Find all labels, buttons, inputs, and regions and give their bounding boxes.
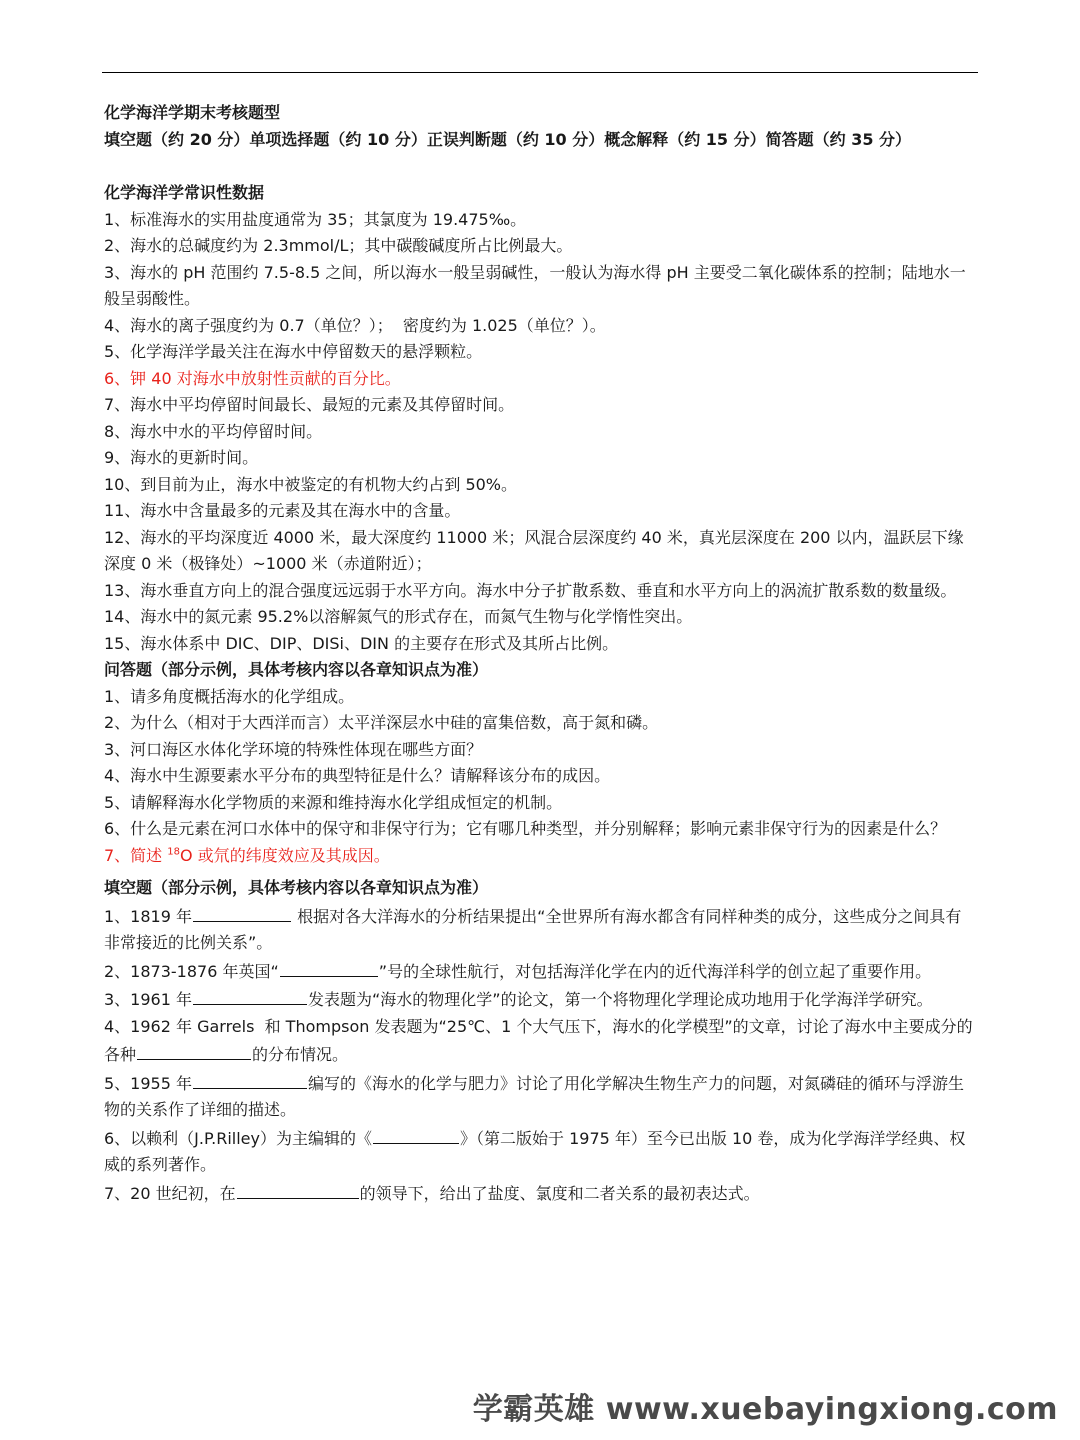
list-item: 12、海水的平均深度近 4000 米，最大深度约 11000 米；风混合层深度约 40 米，真光层深度在 200 以内，温跃层下缘深度 0 米（极锋处）~1000 米（赤道附近）； (104, 527, 964, 573)
answer-blank (237, 1179, 359, 1199)
list-item: 9、海水的更新时间。 (104, 448, 259, 467)
answer-blank (137, 1040, 251, 1060)
site-watermark: 学霸英雄 www.xuebayingxiong.com (472, 1392, 1058, 1427)
answer-blank (193, 1069, 307, 1089)
list-item: 3、河口海区水体化学环境的特殊性体现在哪些方面？ (104, 739, 483, 759)
document-title: 化学海洋学期末考核题型 (104, 103, 281, 122)
list-item-highlighted: 6、钾 40 对海水中放射性贡献的百分比。 (104, 368, 401, 388)
list-item: 4、海水的离子强度约为 0.7（单位？）； 密度约为 1.025（单位？）。 (104, 315, 606, 335)
list-item: 2、为什么（相对于大西洋而言）太平洋深层水中硅的富集倍数，高于氮和磷。 (104, 713, 659, 732)
fill-blank-item: 5、1955 年 编写的《海水的化学与肥力》讨论了用化学解决生物生产力的问题，对氮磷硅的循环与浮游生物的关系作了详细的描述。 (104, 1069, 974, 1124)
list-item: 15、海水体系中 DIC、DIP、DISi、DIN 的主要存在形式及其所占比例。 (104, 633, 619, 653)
item7-suffix: O 或氘的纬度效应及其成因。 (180, 845, 390, 865)
answer-blank (193, 902, 291, 922)
fill-blank-item: 7、20 世纪初，在 的领导下，给出了盐度、氯度和二者关系的最初表达式。 (104, 1179, 974, 1208)
answer-blank (193, 985, 307, 1005)
section-fill-blank-title: 填空题（部分示例，具体考核内容以各章知识点为准） (104, 878, 489, 897)
list-item: 8、海水中水的平均停留时间。 (104, 421, 323, 441)
list-item: 7、海水中平均停留时间最长、最短的元素及其停留时间。 (104, 395, 515, 414)
fill-blank-item: 2、1873-1876 年英国“ ”号的全球性航行，对包括海洋化学在内的近代海洋科学的创立起了重要作用。 (104, 957, 974, 986)
list-item: 5、请解释海水化学物质的来源和维持海水化学组成恒定的机制。 (104, 792, 563, 812)
list-item: 11、海水中含量最多的元素及其在海水中的含量。 (104, 501, 461, 520)
section-common-data-title: 化学海洋学常识性数据 (104, 183, 265, 202)
list-item: 10、到目前为止，海水中被鉴定的有机物大约占到 50%。 (104, 474, 518, 494)
fill-blank-item: 1、1819 年 根据对各大洋海水的分析结果提出“全世界所有海水都含有同样种类的成分，这些成分之间具有非常接近的比例关系”。 (104, 902, 974, 957)
list-item: 13、海水垂直方向上的混合强度远远弱于水平方向。海水中分子扩散系数、垂直和水平方向上的涡流扩散系数的数量级。 (104, 580, 957, 600)
top-rule (102, 72, 978, 73)
answer-blank (280, 957, 378, 977)
list-item: 14、海水中的氮元素 95.2%以溶解氮气的形式存在，而氮气生物与化学惰性突出。 (104, 607, 693, 626)
list-item: 4、海水中生源要素水平分布的典型特征是什么？请解释该分布的成因。 (104, 766, 611, 785)
document-body (104, 100, 974, 1207)
list-item: 5、化学海洋学最关注在海水中停留数天的悬浮颗粒。 (104, 342, 483, 361)
list-item: 1、请多角度概括海水的化学组成。 (104, 686, 355, 706)
list-item: 3、海水的 pH 范围约 7.5-8.5 之间，所以海水一般呈弱碱性，一般认为海水得 pH 主要受二氧化碳体系的控制；陆地水一般呈弱酸性。 (104, 262, 966, 308)
list-item: 2、海水的总碱度约为 2.3mmol/L；其中碳酸碱度所占比例最大。 (104, 236, 573, 255)
list-item: 6、什么是元素在河口水体中的保守和非保守行为；它有哪几种类型，并分别解释；影响元素非保守行为的因素是什么？ (104, 819, 947, 838)
item7-prefix: 7、简述 (104, 845, 168, 865)
isotope-superscript: 18 (167, 846, 181, 858)
exam-format-line: 填空题（约 20 分）单项选择题（约 10 分）正误判断题（约 10 分）概念解释（约 15 分）简答题（约 35 分） (104, 129, 912, 149)
fill-blank-item: 4、1962 年 Garrels 和 Thompson 发表题为“25℃、1 个大气压下，海水的化学模型”的文章，讨论了海水中主要成分的各种 的分布情况。 (104, 1016, 973, 1064)
fill-blank-item: 3、1961 年 发表题为“海水的物理化学”的论文，第一个将物理化学理论成功地用于化学海洋学研究。 (104, 985, 974, 1014)
list-item: 1、标准海水的实用盐度通常为 35；其氯度为 19.475‰。 (104, 209, 527, 229)
list-item-highlighted (104, 843, 974, 870)
section-qa-title: 问答题（部分示例，具体考核内容以各章知识点为准） (104, 660, 489, 679)
answer-blank (373, 1124, 459, 1144)
fill-blank-item: 6、以赖利（J.P.Rilley）为主编辑的《 》（第二版始于 1975 年）至今已出版 10 卷，成为化学海洋学经典、权威的系列著作。 (104, 1124, 974, 1179)
